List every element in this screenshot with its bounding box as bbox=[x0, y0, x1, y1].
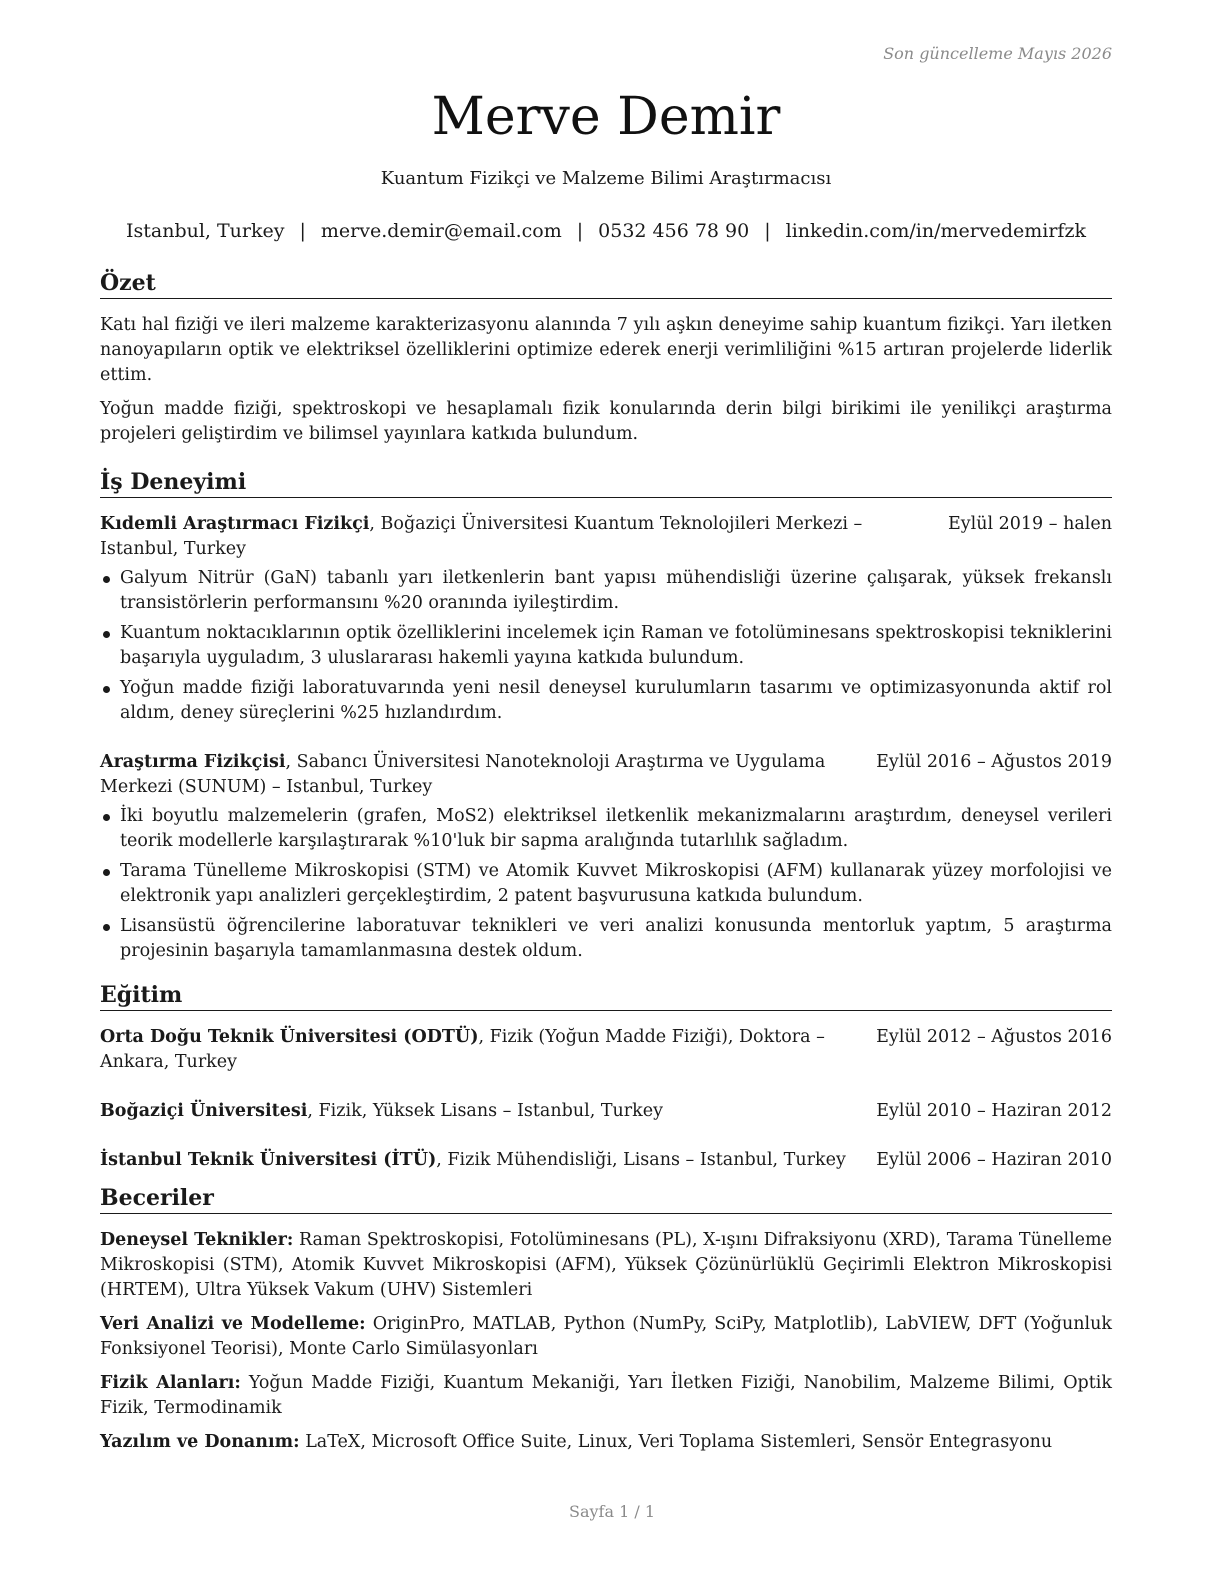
skill-group bbox=[100, 1228, 1112, 1303]
list-item bbox=[100, 914, 1112, 964]
contact-location: Istanbul, Turkey bbox=[126, 220, 285, 242]
school-name: Orta Doğu Teknik Üniversitesi (ODTÜ) bbox=[100, 1027, 479, 1047]
job-dates: Eylül 2016 – Ağustos 2019 bbox=[876, 752, 1112, 772]
contact-phone[interactable]: 0532 456 78 90 bbox=[598, 220, 750, 242]
list-item bbox=[100, 804, 1112, 854]
last-updated: Son güncelleme Mayıs 2026 bbox=[883, 44, 1112, 63]
job-entry bbox=[100, 512, 1112, 726]
job-role: Araştırma Fizikçisi bbox=[100, 752, 286, 772]
bullet-icon bbox=[103, 631, 110, 638]
bullet-icon bbox=[103, 686, 110, 693]
job-dates: Eylül 2019 – halen bbox=[947, 514, 1112, 534]
contact-separator: | bbox=[764, 220, 771, 242]
education-section bbox=[100, 980, 1112, 1173]
experience-section bbox=[100, 467, 1112, 964]
list-item bbox=[100, 566, 1112, 616]
contact-separator: | bbox=[299, 220, 306, 242]
bullet-text: İki boyutlu malzemelerin (grafen, MoS2) elektriksel iletkenlik mekanizmalarını araştırdım, deneysel verileri teorik modellerle karşılaştırarak %10'luk bir sapma aralığında tutarlılık sağladım. bbox=[120, 806, 1112, 851]
skill-text: LaTeX, Microsoft Office Suite, Linux, Veri Toplama Sistemleri, Sensör Entegrasyonu bbox=[299, 1432, 1053, 1452]
section-heading-skills: Beceriler bbox=[100, 1183, 1112, 1214]
education-line bbox=[100, 1148, 870, 1173]
section-heading-education: Eğitim bbox=[100, 980, 1112, 1011]
school-name: İstanbul Teknik Üniversitesi (İTÜ) bbox=[100, 1150, 437, 1170]
list-item bbox=[100, 676, 1112, 726]
degree-detail: , Fizik (Yoğun Madde Fiziği), Doktora – Ankara, Turkey bbox=[100, 1027, 825, 1072]
skill-label: Veri Analizi ve Modelleme: bbox=[100, 1314, 366, 1334]
bullet-text: Yoğun madde fiziği laboratuvarında yeni nesil deneysel kurulumların tasarımı ve optimizasyonunda aktif rol aldım, deney süreçlerini %25 hızlandırdım. bbox=[120, 678, 1112, 723]
bullet-text: Galyum Nitrür (GaN) tabanlı yarı iletkenlerin bant yapısı mühendisliği üzerine çalışarak, yüksek frekanslı transistörlerin performansını %20 oranında iyileştirdim. bbox=[120, 568, 1112, 613]
skill-label: Fizik Alanları: bbox=[100, 1373, 241, 1393]
skill-text: Yoğun Madde Fiziği, Kuantum Mekaniği, Yarı İletken Fiziği, Nanobilim, Malzeme Bilimi, Optik Fizik, Termodinamik bbox=[100, 1373, 1112, 1418]
contact-linkedin[interactable]: linkedin.com/in/mervedemirfzk bbox=[785, 220, 1086, 242]
education-dates: Eylül 2012 – Ağustos 2016 bbox=[876, 1027, 1112, 1047]
job-title: Kuantum Fizikçi ve Malzeme Bilimi Araştırmacısı bbox=[380, 168, 832, 189]
summary-section bbox=[100, 268, 1112, 447]
summary-paragraph: Katı hal fiziği ve ileri malzeme karakterizasyonu alanında 7 yılı aşkın deneyime sahip kuantum fizikçi. Yarı iletken nanoyapıların optik ve elektriksel özelliklerini optimize ederek enerji verimliliğini %15 artıran projelerde liderlik ettim. bbox=[100, 315, 1112, 385]
bullet-icon bbox=[103, 924, 110, 931]
job-entry bbox=[100, 750, 1112, 964]
list-item bbox=[100, 859, 1112, 909]
bullet-text: Lisansüstü öğrencilerine laboratuvar teknikleri ve veri analizi konusunda mentorluk yaptım, 5 araştırma projesinin başarıyla tamamlanmasına destek oldum. bbox=[120, 916, 1112, 961]
education-entry bbox=[100, 1148, 1112, 1173]
contact-email[interactable]: merve.demir@email.com bbox=[320, 220, 562, 242]
skills-section bbox=[100, 1183, 1112, 1455]
contact-line bbox=[100, 218, 1112, 244]
education-line bbox=[100, 1025, 870, 1075]
contact-separator: | bbox=[576, 220, 584, 242]
education-entry bbox=[100, 1025, 1112, 1075]
skill-group bbox=[100, 1430, 1112, 1455]
section-heading-summary: Özet bbox=[100, 268, 1112, 299]
bullet-icon bbox=[103, 869, 110, 876]
job-header bbox=[100, 750, 1112, 800]
education-line bbox=[100, 1099, 870, 1124]
job-header bbox=[100, 512, 1112, 562]
job-role: Kıdemli Araştırmacı Fizikçi bbox=[100, 514, 370, 534]
skill-label: Yazılım ve Donanım: bbox=[100, 1432, 300, 1452]
skill-group bbox=[100, 1312, 1112, 1362]
skill-group bbox=[100, 1371, 1112, 1421]
resume-content bbox=[100, 268, 1112, 1464]
education-dates: Eylül 2006 – Haziran 2010 bbox=[876, 1150, 1112, 1170]
school-name: Boğaziçi Üniversitesi bbox=[100, 1101, 308, 1121]
bullet-icon bbox=[103, 576, 110, 583]
skill-text: Raman Spektroskopisi, Fotolüminesans (PL), X-ışını Difraksiyonu (XRD), Tarama Tünelleme Mikroskopisi (STM), Atomik Kuvvet Mikroskopisi (AFM), Yüksek Çözünürlüklü Geçirimli Elektron Mikroskopisi (HRTEM), Ultra Yüksek Vakum (UHV) Sistemleri bbox=[100, 1230, 1112, 1300]
job-bullets bbox=[100, 804, 1112, 964]
bullet-text: Tarama Tünelleme Mikroskopisi (STM) ve Atomik Kuvvet Mikroskopisi (AFM) kullanarak yüzey morfolojisi ve elektronik yapı analizleri gerçekleştirdim, 2 patent başvurusuna katkıda bulundum. bbox=[120, 861, 1112, 906]
degree-detail: , Fizik, Yüksek Lisans – Istanbul, Turkey bbox=[307, 1101, 663, 1121]
list-item bbox=[100, 621, 1112, 671]
job-title-line bbox=[100, 750, 870, 800]
bullet-text: Kuantum noktacıklarının optik özelliklerini incelemek için Raman ve fotolüminesans spektroskopisi tekniklerini başarıyla uyguladım, 3 uluslararası hakemli yayına katkıda bulundum. bbox=[120, 623, 1112, 668]
job-title-line bbox=[100, 512, 880, 562]
job-organization: , Boğaziçi Üniversitesi Kuantum Teknolojileri Merkezi – Istanbul, Turkey bbox=[100, 514, 863, 559]
section-heading-experience: İş Deneyimi bbox=[100, 467, 1112, 498]
skill-text: OriginPro, MATLAB, Python (NumPy, SciPy, Matplotlib), LabVIEW, DFT (Yoğunluk Fonksiyonel Teorisi), Monte Carlo Simülasyonları bbox=[100, 1314, 1112, 1359]
bullet-icon bbox=[103, 814, 110, 821]
job-organization: , Sabancı Üniversitesi Nanoteknoloji Araştırma ve Uygulama Merkezi (SUNUM) – Istanbul, Turkey bbox=[100, 752, 826, 797]
page-number: Sayfa 1 / 1 bbox=[568, 1502, 655, 1521]
education-dates: Eylül 2010 – Haziran 2012 bbox=[876, 1101, 1112, 1121]
job-bullets bbox=[100, 566, 1112, 726]
summary-paragraph: Yoğun madde fiziği, spektroskopi ve hesaplamalı fizik konularında derin bilgi birikimi ile yenilikçi araştırma projeleri geliştirdim ve bilimsel yayınlara katkıda bulundum. bbox=[100, 399, 1112, 444]
skill-label: Deneysel Teknikler: bbox=[100, 1230, 294, 1250]
person-name: Merve Demir bbox=[431, 87, 781, 147]
degree-detail: , Fizik Mühendisliği, Lisans – Istanbul, Turkey bbox=[436, 1150, 846, 1170]
education-entry bbox=[100, 1099, 1112, 1124]
